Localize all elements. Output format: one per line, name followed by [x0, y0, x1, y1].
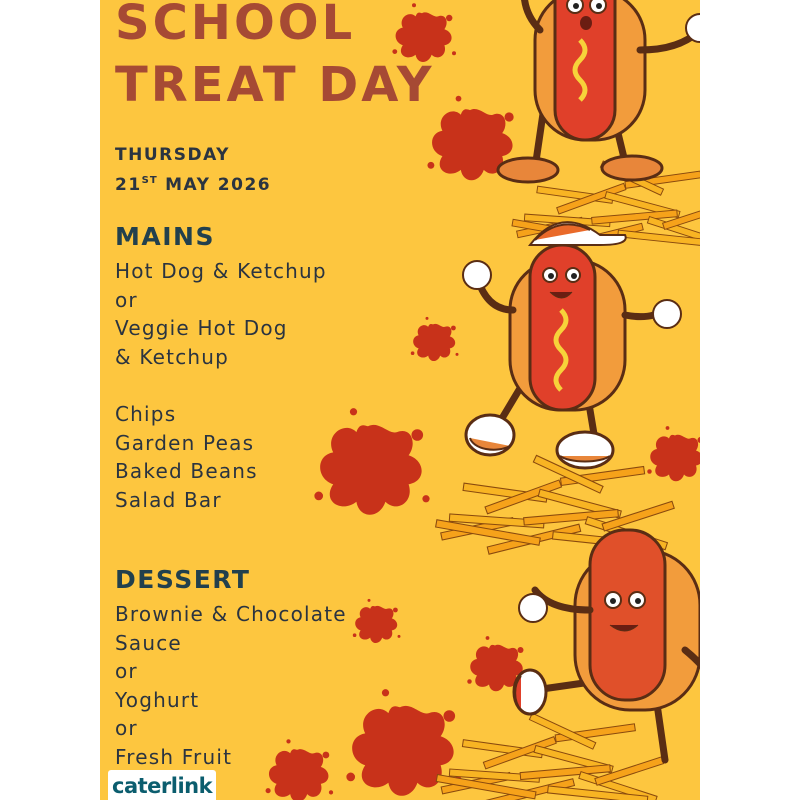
event-date-line: [115, 168, 271, 198]
list-item: Brownie & Chocolate: [115, 602, 347, 626]
event-day: THURSDAY: [115, 145, 230, 165]
list-item: or: [115, 659, 138, 684]
caterlink-logo: [108, 770, 216, 800]
list-item: or: [115, 287, 138, 312]
date-month-year: MAY 2026: [165, 175, 272, 195]
list-item: Salad Bar: [115, 487, 222, 512]
dessert-heading: DESSERT: [115, 565, 251, 594]
event-date: [115, 142, 271, 198]
menu-poster: [100, 0, 700, 800]
mains-list: [115, 257, 327, 514]
logo-text: caterlink: [112, 774, 213, 798]
list-item: Garden Peas: [115, 430, 255, 455]
dessert-list: [115, 600, 347, 772]
list-item: & Ketchup: [115, 344, 230, 369]
list-item: or: [115, 716, 138, 741]
list-item: Veggie Hot Dog: [115, 316, 288, 341]
title-line-2: TREAT DAY: [115, 57, 435, 113]
mains-heading: MAINS: [115, 222, 215, 251]
list-spacer: [115, 371, 327, 400]
title-line-1: SCHOOL: [115, 0, 356, 51]
list-item: Sauce: [115, 630, 182, 655]
list-item: Yoghurt: [115, 687, 200, 712]
date-day-number: 21: [115, 175, 142, 195]
list-item: Chips: [115, 401, 177, 426]
list-item: Baked Beans: [115, 459, 258, 484]
date-suffix: ST: [141, 175, 158, 186]
poster-title: [115, 0, 435, 116]
list-item: Fresh Fruit: [115, 744, 233, 769]
list-item: Hot Dog & Ketchup: [115, 259, 327, 283]
